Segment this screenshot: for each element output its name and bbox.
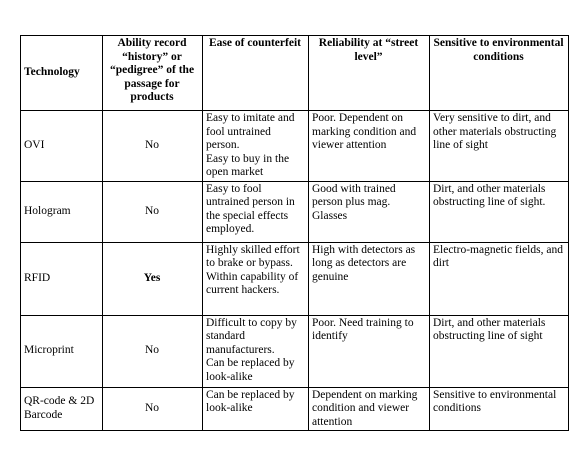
table-row [21, 387, 569, 431]
cell-ease: Easy to imitate and fool untrained person. Easy to buy in the open market [203, 111, 309, 182]
cell-sensitivity: Dirt, and other materials obstructing line of sight [430, 315, 569, 387]
cell-sensitivity: Dirt, and other materials obstructing line of sight. [430, 181, 569, 242]
cell-ease: Highly skilled effort to brake or bypass. Within capability of current hackers. [203, 242, 309, 315]
header-technology: Technology [21, 36, 103, 111]
cell-technology: RFID [21, 242, 103, 315]
table-header-row [21, 36, 569, 111]
cell-ability: No [103, 181, 203, 242]
cell-ability: Yes [103, 242, 203, 315]
cell-technology: OVI [21, 111, 103, 182]
cell-sensitivity: Sensitive to environmental conditions [430, 387, 569, 431]
comparison-table [20, 35, 569, 431]
cell-ability: No [103, 111, 203, 182]
cell-ability: No [103, 315, 203, 387]
cell-technology: QR-code & 2D Barcode [21, 387, 103, 431]
header-sensitivity: Sensitive to environmental conditions [430, 36, 569, 111]
cell-sensitivity: Electro-magnetic fields, and dirt [430, 242, 569, 315]
cell-reliability: Poor. Dependent on marking condition and viewer attention [309, 111, 430, 182]
cell-ease: Easy to fool untrained person in the special effects employed. [203, 181, 309, 242]
header-ability-record: Ability record “history” or “pedigree” of the passage for products [103, 36, 203, 111]
cell-reliability: Good with trained person plus mag. Glasses [309, 181, 430, 242]
cell-ability: No [103, 387, 203, 431]
cell-reliability: High with detectors as long as detectors are genuine [309, 242, 430, 315]
table-row [21, 111, 569, 182]
cell-ease: Can be replaced by look-alike [203, 387, 309, 431]
table-row [21, 242, 569, 315]
cell-ease: Difficult to copy by standard manufacturers. Can be replaced by look-alike [203, 315, 309, 387]
table-row [21, 315, 569, 387]
cell-technology: Microprint [21, 315, 103, 387]
header-ease-of-counterfeit: Ease of counterfeit [203, 36, 309, 111]
cell-technology: Hologram [21, 181, 103, 242]
table-row [21, 181, 569, 242]
cell-reliability: Poor. Need training to identify [309, 315, 430, 387]
cell-sensitivity: Very sensitive to dirt, and other materials obstructing line of sight [430, 111, 569, 182]
cell-reliability: Dependent on marking condition and viewer attention [309, 387, 430, 431]
header-reliability: Reliability at “street level” [309, 36, 430, 111]
